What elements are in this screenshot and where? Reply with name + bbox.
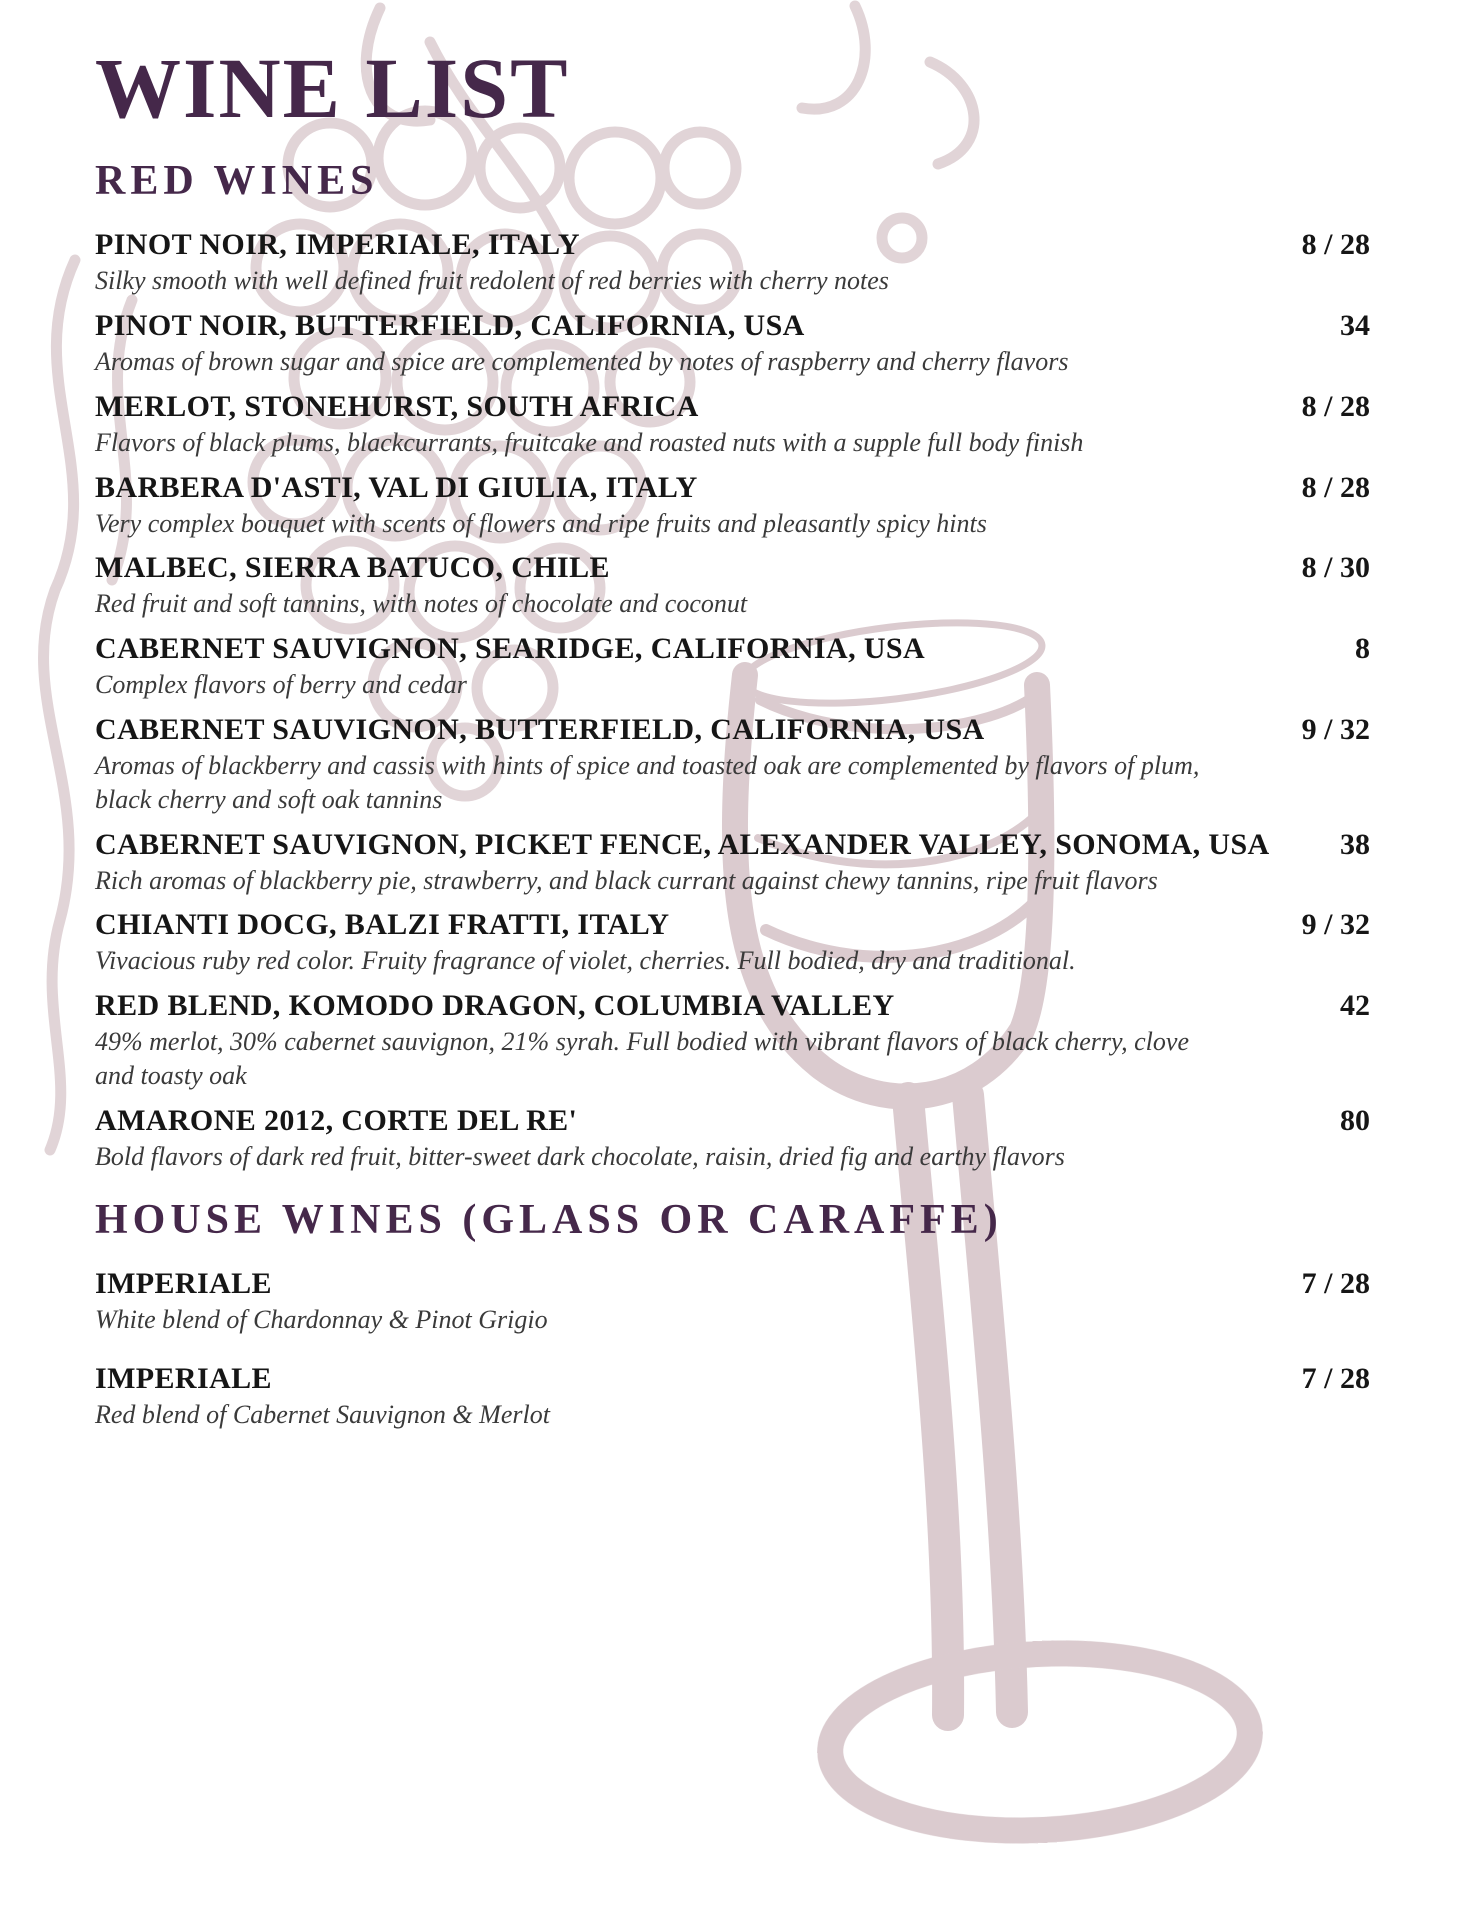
- wine-entry: [95, 548, 1370, 621]
- wine-name: CHIANTI DOCG, BALZI FRATTI, ITALY: [95, 908, 670, 942]
- wine-section: [95, 157, 1370, 1174]
- wine-entry-row: [95, 225, 1370, 264]
- wine-entry: [95, 1101, 1370, 1174]
- wine-price: 42: [1340, 989, 1370, 1023]
- wine-price: 9 / 32: [1301, 712, 1370, 746]
- wine-section: [95, 1196, 1370, 1432]
- wine-name: BARBERA D'ASTI, VAL DI GIULIA, ITALY: [95, 470, 698, 504]
- wine-description: Red fruit and soft tannins, with notes of chocolate and coconut: [95, 589, 748, 619]
- menu-sections: [95, 157, 1370, 1432]
- wine-entry-row: [95, 629, 1370, 668]
- wine-name: PINOT NOIR, IMPERIALE, ITALY: [95, 228, 580, 262]
- page-title: WINE LIST: [95, 40, 570, 136]
- wine-description: Silky smooth with well defined fruit redolent of red berries with cherry notes: [95, 266, 889, 296]
- wine-entry-row: [95, 468, 1370, 507]
- wine-entry-row: [95, 548, 1370, 587]
- wine-entry-row: [95, 986, 1370, 1025]
- wine-entry: [95, 986, 1370, 1093]
- wine-price: 38: [1340, 827, 1370, 861]
- wine-name: IMPERIALE: [95, 1361, 272, 1395]
- wine-description: Bold flavors of dark red fruit, bitter-sweet dark chocolate, raisin, dried fig and earthy flavors: [95, 1141, 1065, 1171]
- wine-description: 49% merlot, 30% cabernet sauvignon, 21% syrah. Full bodied with vibrant flavors of black cherry, clove and toasty oak: [95, 1027, 1189, 1090]
- wine-entry-row: [95, 1359, 1370, 1398]
- wine-name: MALBEC, SIERRA BATUCO, CHILE: [95, 551, 610, 585]
- wine-entry: [95, 1359, 1370, 1432]
- wine-price: 34: [1340, 308, 1370, 342]
- section-items: [95, 225, 1370, 1173]
- wine-description: Very complex bouquet with scents of flowers and ripe fruits and pleasantly spicy hints: [95, 508, 987, 538]
- wine-description: Complex flavors of berry and cedar: [95, 670, 467, 700]
- wine-name: MERLOT, STONEHURST, SOUTH AFRICA: [95, 389, 699, 423]
- wine-name: AMARONE 2012, CORTE DEL RE': [95, 1103, 578, 1137]
- wine-entry: [95, 825, 1370, 898]
- wine-description: Rich aromas of blackberry pie, strawberry, and black currant against chewy tannins, ripe fruit flavors: [95, 865, 1158, 895]
- wine-description: Aromas of blackberry and cassis with hints of spice and toasted oak are complemented by flavors of plum, black cherry and soft oak tannins: [95, 750, 1200, 814]
- wine-name: IMPERIALE: [95, 1266, 272, 1300]
- wine-entry-row: [95, 905, 1370, 944]
- section-heading: HOUSE WINES (GLASS OR CARAFFE): [95, 1196, 1003, 1243]
- wine-entry: [95, 468, 1370, 541]
- wine-description: White blend of Chardonnay & Pinot Grigio: [95, 1304, 548, 1334]
- wine-price: 80: [1340, 1103, 1370, 1137]
- wine-entry-row: [95, 710, 1370, 749]
- wine-entry: [95, 387, 1370, 460]
- wine-description: Aromas of brown sugar and spice are complemented by notes of raspberry and cherry flavors: [95, 346, 1069, 376]
- wine-entry: [95, 905, 1370, 978]
- wine-description: Flavors of black plums, blackcurrants, fruitcake and roasted nuts with a supple full body finish: [95, 427, 1084, 457]
- wine-entry-row: [95, 387, 1370, 426]
- wine-price: 8: [1355, 632, 1370, 666]
- wine-price: 7 / 28: [1301, 1361, 1370, 1395]
- wine-description: Red blend of Cabernet Sauvignon & Merlot: [95, 1399, 550, 1429]
- wine-entry: [95, 629, 1370, 702]
- wine-name: RED BLEND, KOMODO DRAGON, COLUMBIA VALLEY: [95, 989, 895, 1023]
- wine-price: 9 / 32: [1301, 908, 1370, 942]
- wine-price: 8 / 28: [1301, 389, 1370, 423]
- section-items: [95, 1264, 1370, 1432]
- wine-name: CABERNET SAUVIGNON, SEARIDGE, CALIFORNIA, USA: [95, 632, 926, 666]
- wine-name: CABERNET SAUVIGNON, BUTTERFIELD, CALIFORNIA, USA: [95, 712, 985, 746]
- wine-price: 7 / 28: [1301, 1266, 1370, 1300]
- wine-entry-row: [95, 1101, 1370, 1140]
- wine-name: PINOT NOIR, BUTTERFIELD, CALIFORNIA, USA: [95, 308, 805, 342]
- wine-description: Vivacious ruby red color. Fruity fragrance of violet, cherries. Full bodied, dry and traditional.: [95, 946, 1076, 976]
- wine-price: 8 / 28: [1301, 228, 1370, 262]
- wine-entry: [95, 1264, 1370, 1337]
- wine-entry: [95, 306, 1370, 379]
- wine-entry: [95, 225, 1370, 298]
- wine-entry-row: [95, 825, 1370, 864]
- wine-entry-row: [95, 1264, 1370, 1303]
- wine-price: 8 / 30: [1301, 551, 1370, 585]
- section-heading: RED WINES: [95, 157, 379, 204]
- wine-name: CABERNET SAUVIGNON, PICKET FENCE, ALEXANDER VALLEY, SONOMA, USA: [95, 827, 1270, 861]
- wine-entry: [95, 710, 1370, 817]
- wine-price: 8 / 28: [1301, 470, 1370, 504]
- wine-entry-row: [95, 306, 1370, 345]
